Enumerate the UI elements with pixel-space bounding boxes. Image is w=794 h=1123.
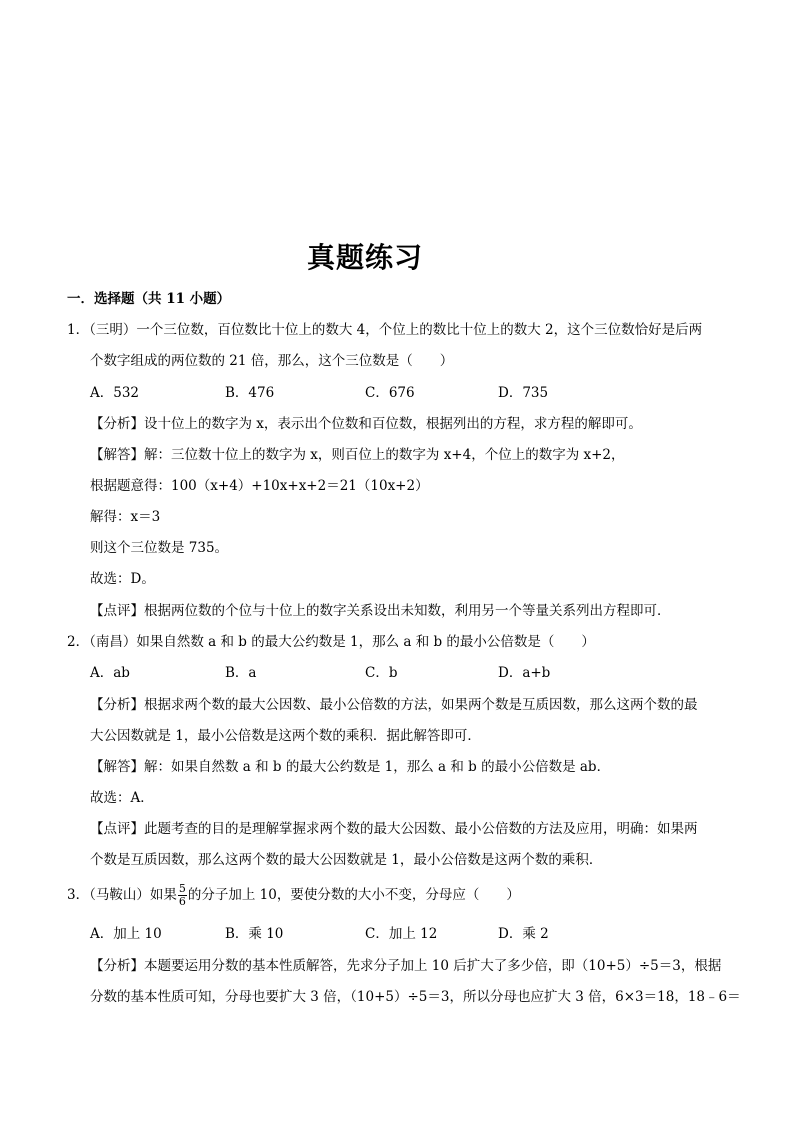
q1-option-d: D．735 — [498, 385, 549, 401]
q1-stem-line-1: 1．（三明）一个三位数，百位数比十位上的数大 4，个位上的数比十位上的数大 2，这个三位数恰好是后两 — [67, 322, 703, 338]
q2-answer-line-1: 【解答】解：如果自然数 a 和 b 的最大公约数是 1，那么 a 和 b 的最小公倍数是 ab． — [90, 759, 611, 775]
q3-fraction-denominator: 6 — [178, 895, 186, 908]
q3-stem — [67, 883, 520, 908]
q2-option-c: C．b — [365, 665, 398, 681]
q3-stem-after: 的分子加上 10，要使分数的大小不变，分母应（ ） — [187, 887, 520, 903]
q1-answer-line-1: 【解答】解：三位数十位上的数字为 x，则百位上的数字为 x+4，个位上的数字为 x+2， — [90, 447, 625, 463]
q1-answer-line-3: 解得：x＝3 — [90, 509, 161, 525]
q1-answer-line-4: 则这个三位数是 735。 — [90, 540, 229, 556]
q2-analysis-line-1: 【分析】根据求两个数的最大公因数、最小公倍数的方法，如果两个数是互质因数，那么这两个数的最 — [90, 697, 698, 713]
q3-analysis-line-2: 分数的基本性质可知，分母也要扩大 3 倍，（10+5）÷5＝3，所以分母也应扩大 3 倍，6×3＝18，18﹣6＝ — [90, 989, 741, 1005]
q3-stem-before: 3．（马鞍山）如果 — [67, 887, 177, 903]
q1-stem-line-2: 个数字组成的两位数的 21 倍，那么，这个三位数是（ ） — [90, 353, 454, 369]
q1-option-b: B．476 — [225, 385, 275, 401]
q2-answer-line-2: 故选：A． — [90, 790, 154, 806]
q3-option-d: D．乘 2 — [498, 926, 549, 942]
q1-option-c: C．676 — [365, 385, 415, 401]
page-title: 真题练习 — [306, 241, 423, 274]
section-heading: 一．选择题（共 11 小题） — [67, 291, 231, 307]
q3-fraction — [178, 883, 187, 908]
q3-option-c: C．加上 12 — [365, 926, 438, 942]
q2-analysis-line-2: 大公因数就是 1，最小公倍数是这两个数的乘积．据此解答即可． — [90, 728, 481, 744]
q2-stem: 2．（南昌）如果自然数 a 和 b 的最大公约数是 1，那么 a 和 b 的最小公倍数是（ ） — [67, 634, 595, 650]
q2-option-d: D．a+b — [498, 665, 551, 681]
q1-option-a: A．532 — [90, 385, 140, 401]
q3-analysis-line-1: 【分析】本题要运用分数的基本性质解答，先求分子加上 10 后扩大了多少倍，即（10+5）÷5＝3，根据 — [90, 958, 722, 974]
q3-option-b: B．乘 10 — [225, 926, 284, 942]
q3-fraction-numerator: 5 — [178, 882, 186, 895]
q2-option-a: A．ab — [90, 665, 130, 681]
q2-option-b: B．a — [225, 665, 257, 681]
q1-answer-line-5: 故选：D。 — [90, 571, 155, 587]
q2-comment-line-2: 个数是互质因数，那么这两个数的最大公因数就是 1，最小公倍数是这两个数的乘积． — [90, 852, 603, 868]
q3-option-a: A．加上 10 — [90, 926, 162, 942]
q1-answer-line-2: 根据题意得：100（x+4）+10x+x+2＝21（10x+2） — [90, 478, 429, 494]
q2-comment-line-1: 【点评】此题考查的目的是理解掌握求两个数的最大公因数、最小公倍数的方法及应用，明确：如果两 — [90, 821, 698, 837]
q1-analysis: 【分析】设十位上的数字为 x，表示出个位数和百位数，根据列出的方程，求方程的解即可。 — [90, 416, 642, 432]
q1-comment: 【点评】根据两位数的个位与十位上的数字关系设出未知数，利用另一个等量关系列出方程即可． — [90, 603, 671, 619]
